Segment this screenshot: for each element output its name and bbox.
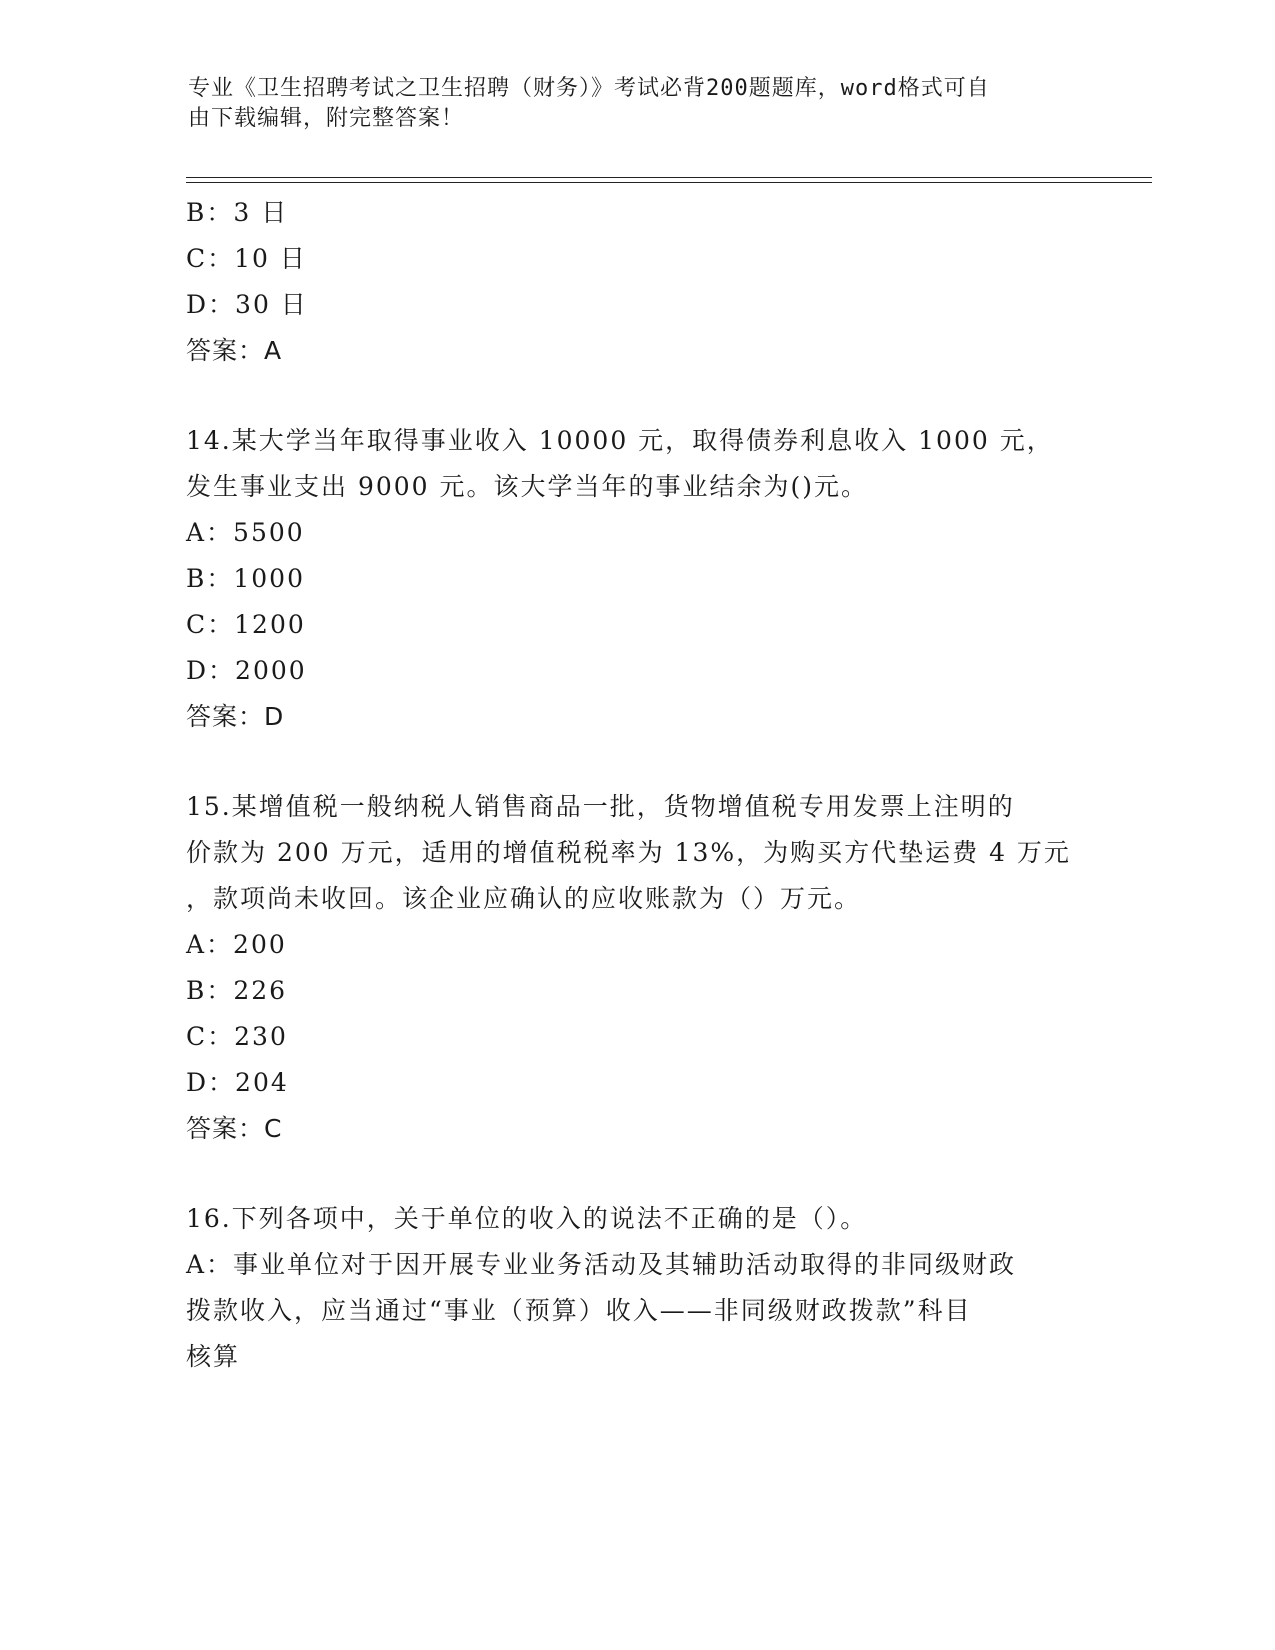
option-a-line: A：事业单位对于因开展专业业务活动及其辅助活动取得的非同级财政	[186, 1250, 1017, 1279]
question-stem-line: 价款为 200 万元，适用的增值税税率为 13%，为购买方代垫运费 4 万元	[186, 838, 1071, 867]
question-16	[186, 1196, 1086, 1380]
answer-line: 答案：D	[186, 702, 285, 731]
question-stem-line: ，款项尚未收回。该企业应确认的应收账款为（）万元。	[186, 884, 862, 913]
question-14	[186, 418, 1086, 740]
option-a-line: 核算	[186, 1342, 241, 1371]
question-15	[186, 784, 1086, 1152]
option-d: D：30 日	[186, 290, 308, 319]
question-13-tail	[186, 190, 1086, 374]
option-d: D：2000	[186, 656, 307, 685]
header-rule-bottom	[186, 182, 1152, 183]
option-b: B：226	[186, 976, 288, 1005]
header-rule-top	[186, 177, 1152, 178]
header-line-1: 专业《卫生招聘考试之卫生招聘（财务）》考试必背200题题库，word格式可自	[188, 76, 990, 101]
option-d: D：204	[186, 1068, 289, 1097]
question-content	[186, 190, 1086, 1380]
option-a: A：200	[186, 930, 287, 959]
option-b: B：1000	[186, 564, 305, 593]
option-a-line: 拨款收入，应当通过“事业（预算）收入——非同级财政拨款”科目	[186, 1296, 972, 1325]
option-a: A：5500	[186, 518, 305, 547]
question-stem-line: 14.某大学当年取得事业收入 10000 元，取得债券利息收入 1000 元，	[186, 426, 1054, 455]
question-stem-line: 15.某增值税一般纳税人销售商品一批，货物增值税专用发票上注明的	[186, 792, 1015, 821]
option-c: C：1200	[186, 610, 306, 639]
answer-line: 答案：A	[186, 336, 283, 365]
document-header	[188, 74, 1068, 134]
question-stem-line: 发生事业支出 9000 元。该大学当年的事业结余为()元。	[186, 472, 869, 501]
header-line-2: 由下载编辑，附完整答案！	[188, 106, 465, 131]
option-c: C：10 日	[186, 244, 307, 273]
question-stem-line: 16.下列各项中，关于单位的收入的说法不正确的是（）。	[186, 1204, 868, 1233]
option-b: B：3 日	[186, 198, 289, 227]
answer-line: 答案：C	[186, 1114, 283, 1143]
option-c: C：230	[186, 1022, 288, 1051]
